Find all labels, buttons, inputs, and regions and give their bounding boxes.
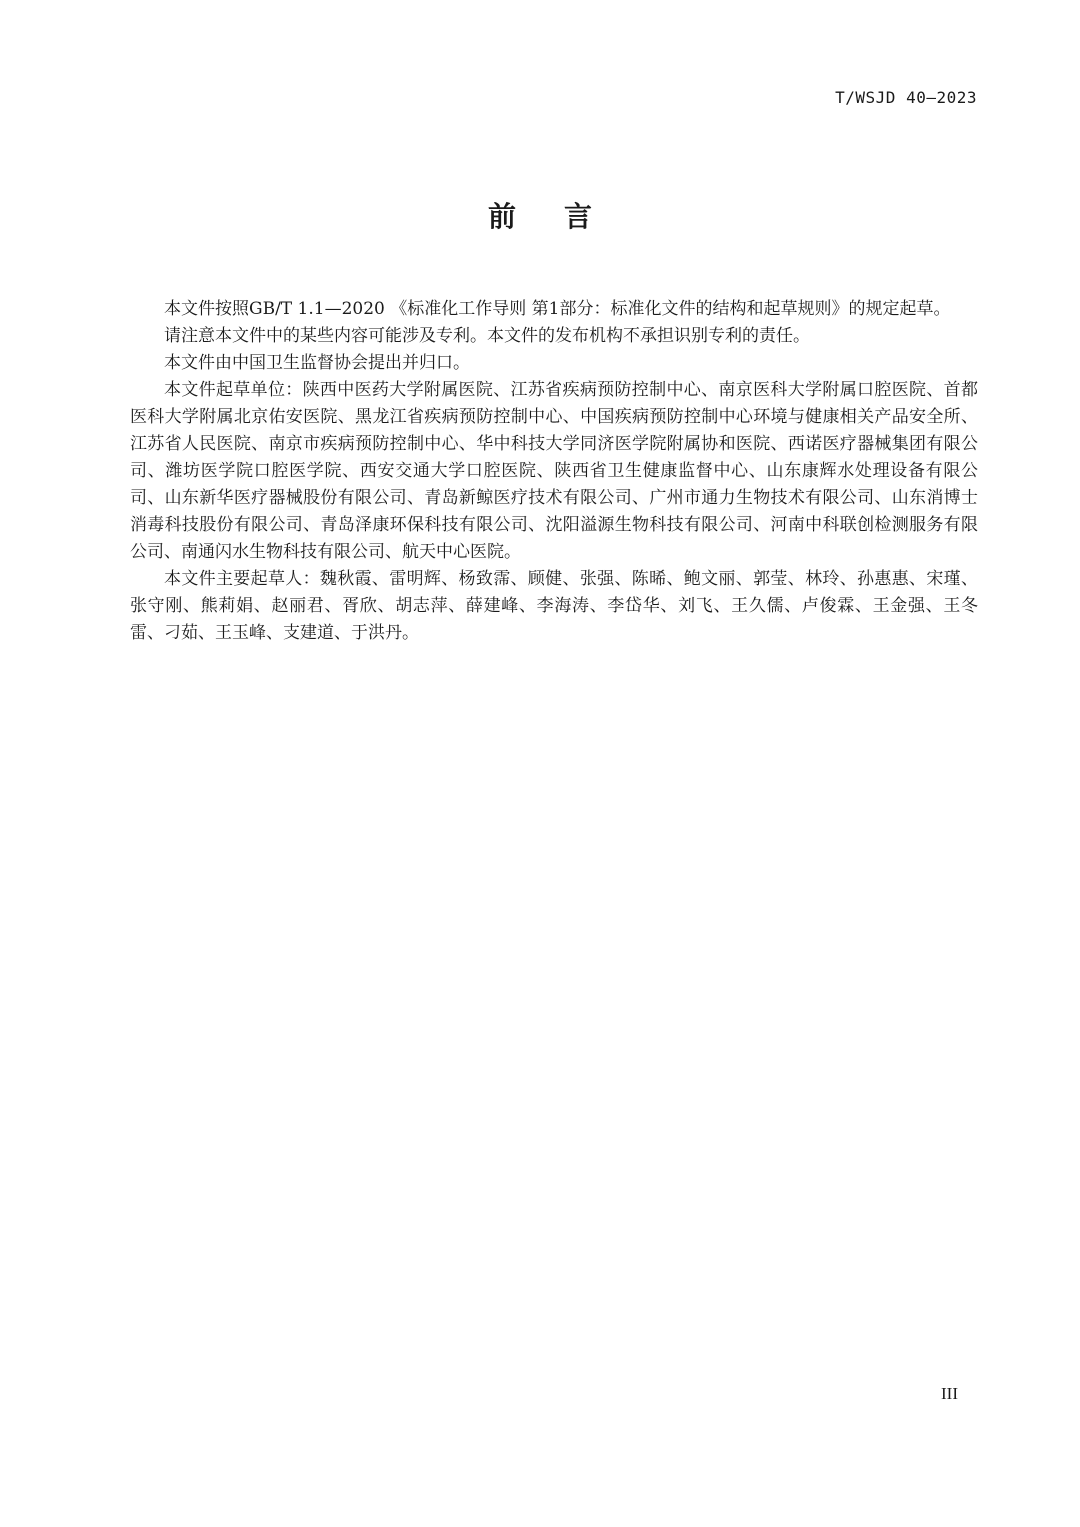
paragraph-drafting-units: 本文件起草单位：陕西中医药大学附属医院、江苏省疾病预防控制中心、南京医科大学附属口腔医院、首都医科大学附属北京佑安医院、黑龙江省疾病预防控制中心、中国疾病预防控制中心环境与健康相关产品安全所、江苏省人民医院、南京市疾病预防控制中心、华中科技大学同济医学院附属协和医院、西诺医疗器械集团有限公司、潍坊医学院口腔医学院、西安交通大学口腔医院、陕西省卫生健康监督中心、山东康辉水处理设备有限公司、山东新华医疗器械股份有限公司、青岛新鲸医疗技术有限公司、广州市通力生物技术有限公司、山东消博士消毒科技股份有限公司、青岛泽康环保科技有限公司、沈阳溢源生物科技有限公司、河南中科联创检测服务有限公司、南通闪水生物科技有限公司、航天中心医院。 [130,380,978,562]
standard-code: T/WSJD 40—2023 [835,88,977,107]
foreword-body [130,296,978,647]
paragraph-drafters: 本文件主要起草人：魏秋霞、雷明辉、杨致霈、顾健、张强、陈晞、鲍文丽、郭莹、林玲、孙惠惠、宋瑾、张守刚、熊莉娟、赵丽君、胥欣、胡志萍、薛建峰、李海涛、李岱华、刘飞、王久儒、卢俊霖、王金强、王冬雷、刁茹、王玉峰、支建道、于洪丹。 [130,569,978,643]
page-number: III [941,1384,958,1403]
paragraph-drafting-rules: 本文件按照GB/T 1.1—2020 《标准化工作导则 第1部分：标准化文件的结构和起草规则》的规定起草。 [164,299,951,319]
paragraph-proposer: 本文件由中国卫生监督协会提出并归口。 [164,353,470,373]
paragraph-patent-notice: 请注意本文件中的某些内容可能涉及专利。本文件的发布机构不承担识别专利的责任。 [164,326,810,346]
page-title: 前言 [487,200,640,233]
